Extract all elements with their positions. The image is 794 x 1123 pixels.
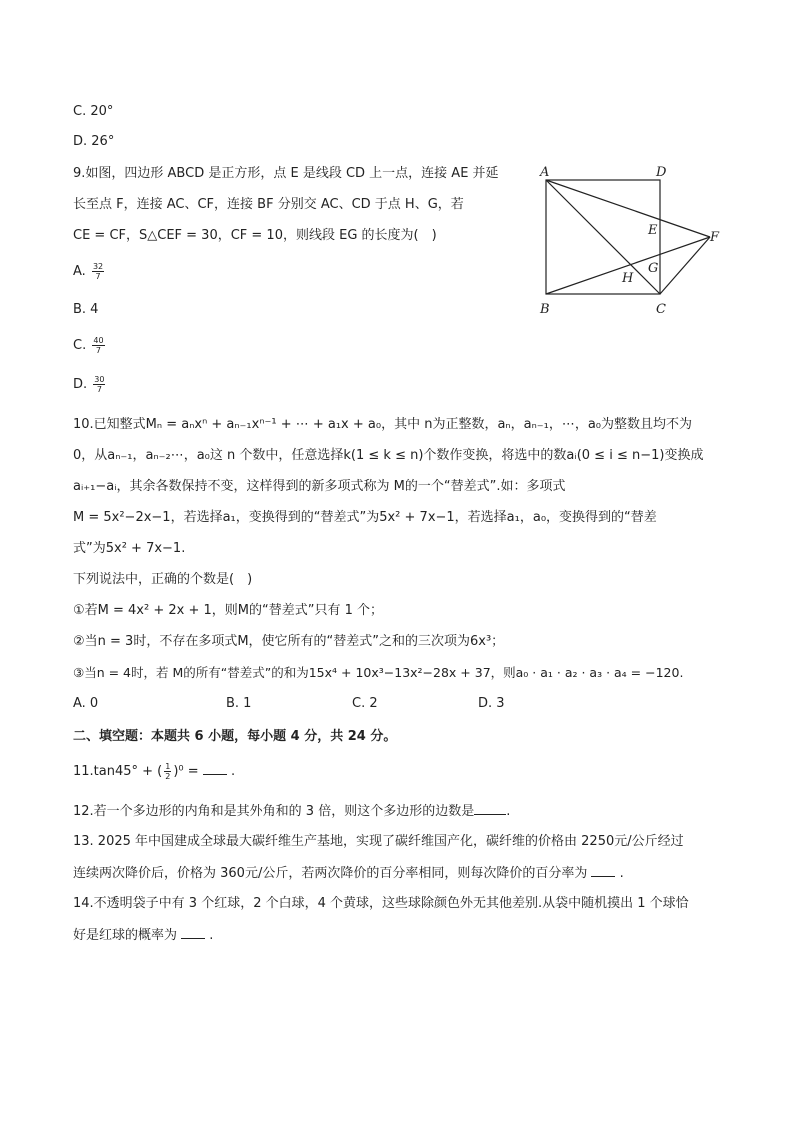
segment-af [546, 180, 710, 237]
q14-line1: 14.不透明袋子中有 3 个红球，2 个白球，4 个黄球，这些球除颜色外无其他差别.从袋中随机摸出 1 个球恰 [73, 896, 689, 911]
label-d: D [656, 165, 667, 180]
q9-stem-line3: CE = CF，S△CEF = 30，CF = 10，则线段 EG 的长度为( ) [73, 228, 437, 243]
q9-option-a-label: A. [73, 264, 86, 279]
segment-ac [546, 180, 660, 294]
q10-statement-2: ②当n = 3时，不存在多项式M，使它所有的“替差式”之和的三次项为6x³； [73, 634, 505, 649]
q10-statement-3: ③当n = 4时，若 M的所有“替差式”的和为15x⁴ + 10x³−13x²−28x + 37，则a₀ · a₁ · a₂ · a₃ · a₄ = −120. [73, 665, 684, 680]
q11-prefix: 11.tan45° + ( [73, 764, 163, 779]
q12-end: . [506, 804, 511, 819]
q10-stem-line4: M = 5x²−2x−1，若选择a₁，变换得到的“替差式”为5x² + 7x−1，若选择a₁，a₀，变换得到的“替差 [73, 510, 657, 525]
q10-stem-line6: 下列说法中，正确的个数是( ) [73, 572, 253, 587]
q9-geometry-figure [536, 162, 726, 322]
q13-end: . [619, 866, 624, 881]
label-c: C [656, 302, 666, 317]
q13-text: 连续两次降价后，价格为 360元/公斤，若两次降价的百分率相同，则每次降价的百分率为 [73, 866, 588, 881]
q11-end: . [230, 764, 236, 779]
q12-answer-blank[interactable] [474, 802, 506, 815]
q10-option-d: D. 3 [478, 696, 505, 711]
q14-text: 好是红球的概率为 [73, 928, 178, 943]
q8-option-c: C. 20° [73, 104, 114, 119]
label-f: F [710, 230, 720, 245]
q9-stem-line2: 长至点 F，连接 AC、CF，连接 BF 分别交 AC、CD 于点 H、G，若 [73, 197, 464, 212]
q13-answer-blank[interactable] [591, 864, 615, 877]
q10-stem-line1: 10.已知整式Mₙ = aₙxⁿ + aₙ₋₁xⁿ⁻¹ + ⋯ + a₁x + a₀，其中 n为正整数，aₙ，aₙ₋₁，⋯，a₀为整数且均不为 [73, 417, 693, 432]
q8-option-d: D. 26° [73, 134, 115, 149]
q9-option-a [73, 262, 106, 281]
label-g: G [648, 261, 659, 276]
q13-line1: 13. 2025 年中国建成全球最大碳纤维生产基地，实现了碳纤维国产化，碳纤维的价格由 2250元/公斤经过 [73, 834, 684, 849]
q9-option-d [73, 375, 107, 394]
q11-line [73, 762, 235, 781]
fraction-numerator: 30 [94, 375, 105, 384]
q11-answer-blank[interactable] [203, 762, 227, 775]
q10-option-a: A. 0 [73, 696, 99, 711]
q13-line2 [73, 864, 624, 883]
section-2-heading: 二、填空题：本题共 6 小题，每小题 4 分，共 24 分。 [73, 729, 397, 744]
q10-stem-line2: 0，从aₙ₋₁，aₙ₋₂⋯，a₀这 n 个数中，任意选择k(1 ≤ k ≤ n)个数作变换，将选中的数aᵢ(0 ≤ i ≤ n−1)变换成 [73, 448, 704, 463]
q10-option-b: B. 1 [226, 696, 252, 711]
q10-option-c: C. 2 [352, 696, 378, 711]
q10-statement-1: ①若M = 4x² + 2x + 1，则M的“替差式”只有 1 个； [73, 603, 383, 618]
fraction-denominator: 7 [95, 272, 101, 281]
fraction-denominator: 2 [165, 772, 171, 781]
fraction-numerator: 32 [92, 262, 104, 271]
q14-end: . [209, 928, 214, 943]
q9-option-d-fraction [93, 375, 105, 394]
label-b: B [540, 302, 550, 317]
q11-suffix: )⁰ = [173, 764, 199, 779]
q9-option-c-label: C. [73, 338, 87, 353]
q14-line2 [73, 926, 213, 945]
q9-stem-line1: 9.如图，四边形 ABCD 是正方形，点 E 是线段 CD 上一点，连接 AE 并延 [73, 166, 499, 181]
q9-option-a-fraction [92, 262, 104, 281]
fraction-denominator: 7 [96, 385, 102, 394]
q9-option-d-label: D. [73, 377, 88, 392]
q12-text: 12.若一个多边形的内角和是其外角和的 3 倍，则这个多边形的边数是 [73, 804, 475, 819]
q12-line [73, 802, 510, 821]
fraction-numerator: 40 [93, 336, 104, 345]
fraction-numerator: 1 [165, 762, 171, 771]
label-h: H [622, 271, 634, 286]
q10-stem-line3: aᵢ₊₁−aᵢ，其余各数保持不变，这样得到的新多项式称为 M的一个“替差式”.如：多项式 [73, 479, 566, 494]
q9-option-c [73, 336, 107, 355]
label-a: A [540, 165, 550, 180]
label-e: E [648, 223, 658, 238]
q9-option-c-fraction [92, 336, 104, 355]
q14-answer-blank[interactable] [181, 926, 205, 939]
q11-fraction [164, 762, 171, 781]
q10-stem-line5: 式”为5x² + 7x−1. [73, 541, 186, 556]
fraction-denominator: 7 [95, 346, 101, 355]
q9-option-b: B. 4 [73, 302, 99, 317]
